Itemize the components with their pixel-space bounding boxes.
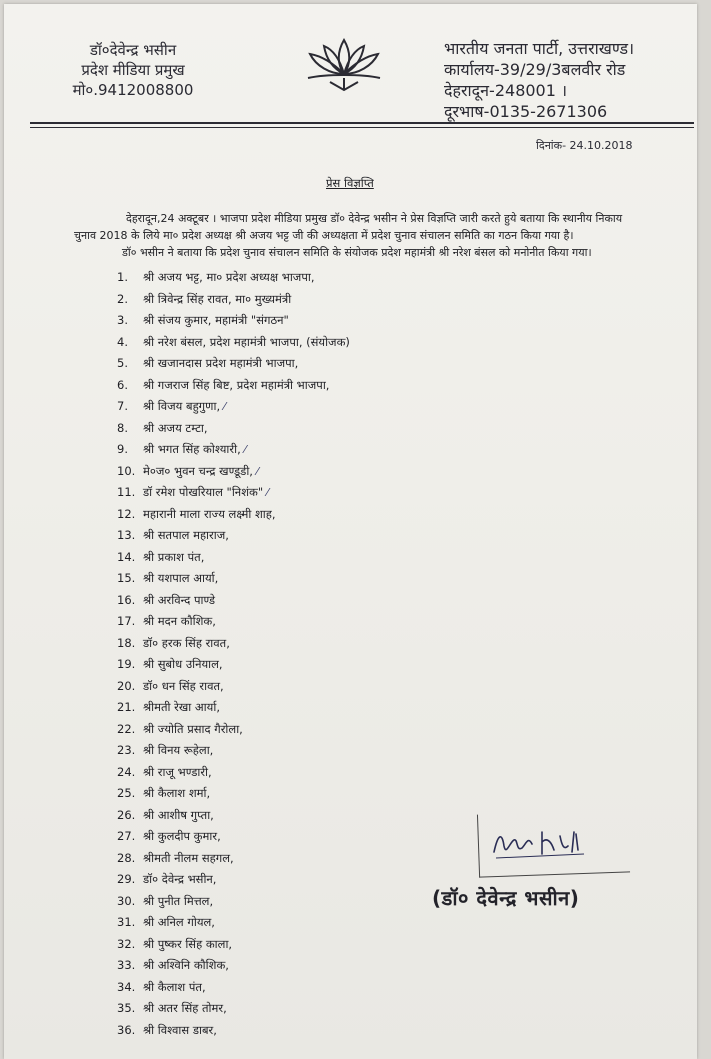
sender-designation: प्रदेश मीडिया प्रमुख: [81, 61, 185, 79]
member-item: [117, 482, 350, 504]
sender-mobile: मो०.9412008800: [72, 81, 194, 99]
member-item: [117, 891, 350, 913]
member-name: श्री सतपाल महाराज,: [143, 528, 229, 542]
member-number: 17.: [117, 614, 136, 628]
member-number: 16.: [117, 592, 136, 607]
member-number: 12.: [117, 506, 136, 521]
member-number: 9.: [117, 442, 128, 456]
member-number: 2.: [117, 291, 128, 306]
member-item: [117, 289, 350, 311]
member-item: [117, 310, 350, 332]
pen-tick-mark: ⁄: [263, 486, 269, 499]
header-divider-thin: [30, 127, 694, 128]
member-number: 13.: [117, 528, 136, 542]
member-name: श्री पुनीत मित्तल,: [143, 893, 214, 908]
member-item: [117, 353, 350, 375]
sender-name: डॉ०देवेन्द्र भसीन: [89, 41, 177, 59]
member-item: [117, 783, 350, 805]
pen-tick-mark: ⁄: [220, 400, 226, 413]
office-address: कार्यालय-39/29/3बलवीर रोड: [444, 60, 626, 79]
member-number: 33.: [117, 958, 136, 972]
body-line: डॉ० भसीन ने बताया कि प्रदेश चुनाव संचालन समिति के संयोजक प्रदेश महामंत्री श्री नरेश बंसल को मनोनीत किया गया।: [122, 246, 592, 259]
member-name: श्री अरविन्द पाण्डे: [143, 592, 216, 607]
member-item: [117, 697, 350, 719]
member-number: 28.: [117, 850, 136, 865]
member-number: 5.: [117, 356, 128, 370]
member-number: 7.: [117, 399, 128, 413]
member-name: श्री संजय कुमार, महामंत्री "संगठन": [143, 313, 289, 327]
member-item: [117, 267, 350, 289]
member-number: 10.: [117, 463, 136, 478]
committee-member-list: [117, 267, 350, 1041]
member-item: [117, 418, 350, 440]
member-name: श्री खजानदास प्रदेश महामंत्री भाजपा,: [143, 356, 299, 370]
pen-tick-mark: ⁄: [240, 443, 247, 456]
member-number: 22.: [117, 721, 136, 736]
member-name: श्री आशीष गुप्ता,: [143, 807, 214, 822]
member-name: श्री नरेश बंसल, प्रदेश महामंत्री भाजपा, (संयोजक): [143, 334, 350, 349]
member-number: 23.: [117, 743, 136, 757]
member-name: श्री गजराज सिंह बिष्ट, प्रदेश महामंत्री भाजपा,: [143, 377, 330, 392]
office-block: [444, 38, 634, 122]
member-name: श्री अजय भट्ट, मा० प्रदेश अध्यक्ष भाजपा,: [143, 270, 315, 284]
member-item: [117, 848, 350, 870]
member-name: डॉ रमेश पोखरियाल "निशंक": [143, 485, 264, 499]
member-number: 18.: [117, 635, 136, 650]
member-number: 27.: [117, 829, 136, 843]
member-name: डॉ० धन सिंह रावत,: [143, 678, 224, 693]
member-number: 19.: [117, 657, 136, 671]
member-name: डॉ० हरक सिंह रावत,: [143, 635, 230, 650]
member-item: [117, 590, 350, 612]
member-number: 6.: [117, 377, 128, 392]
org-name: भारतीय जनता पार्टी, उत्तराखण्ड।: [444, 39, 635, 58]
member-item: [117, 525, 350, 547]
member-name: श्री विजय बहुगुणा,: [143, 399, 221, 413]
member-item: [117, 998, 350, 1020]
member-item: [117, 740, 350, 762]
member-name: श्री मदन कौशिक,: [143, 614, 216, 628]
member-name: श्री विनय रूहेला,: [143, 743, 214, 757]
member-item: [117, 826, 350, 848]
member-item: [117, 934, 350, 956]
member-item: [117, 719, 350, 741]
member-item: [117, 805, 350, 827]
header-divider: [30, 122, 694, 124]
member-item: [117, 1020, 350, 1042]
member-number: 1.: [117, 270, 128, 284]
member-name: श्री त्रिवेन्द्र सिंह रावत, मा० मुख्यमंत्री: [143, 291, 292, 306]
member-number: 32.: [117, 936, 136, 951]
member-item: [117, 869, 350, 891]
member-name: श्री राजू भण्डारी,: [143, 764, 212, 779]
member-name: श्री सुबोध उनियाल,: [143, 657, 223, 671]
body-line: देहरादून,24 अक्टूबर । भाजपा प्रदेश मीडिया प्रमुख डॉ० देवेन्द्र भसीन ने प्रेस विज्ञप्ति जारी करते हुये बताया कि स्थानीय निकाय: [126, 212, 623, 225]
signatory-name: (डॉ० देवेन्द्र भसीन): [432, 886, 580, 910]
member-name: महारानी माला राज्य लक्ष्मी शाह,: [143, 506, 276, 521]
lotus-icon: [300, 34, 388, 96]
member-name: श्री विश्वास डाबर,: [143, 1022, 217, 1037]
member-item: [117, 676, 350, 698]
release-date: दिनांक- 24.10.2018: [536, 139, 633, 152]
pen-tick-mark: ⁄: [252, 464, 259, 478]
member-number: 25.: [117, 786, 136, 800]
member-item: [117, 762, 350, 784]
member-item: [117, 504, 350, 526]
member-name: श्री अनिल गोयल,: [143, 915, 215, 929]
member-number: 29.: [117, 872, 136, 886]
member-item: [117, 396, 350, 418]
member-number: 30.: [117, 893, 136, 908]
member-item: [117, 568, 350, 590]
member-number: 8.: [117, 420, 128, 435]
body-paragraph: [74, 210, 674, 261]
member-item: [117, 955, 350, 977]
member-item: [117, 375, 350, 397]
member-name: श्री ज्योति प्रसाद गैरोला,: [143, 721, 243, 736]
member-number: 26.: [117, 807, 136, 822]
member-item: [117, 439, 350, 461]
member-number: 21.: [117, 700, 136, 714]
member-number: 11.: [117, 485, 136, 499]
member-number: 4.: [117, 334, 128, 349]
member-name: श्री अतर सिंह तोमर,: [143, 1001, 227, 1015]
member-name: डॉ० देवेन्द्र भसीन,: [143, 872, 217, 886]
office-city: देहरादून-248001 ।: [444, 81, 568, 100]
member-name: श्री पुष्कर सिंह काला,: [143, 936, 233, 951]
member-number: 20.: [117, 678, 136, 693]
member-name: श्री यशपाल आर्या,: [143, 571, 219, 585]
member-item: [117, 977, 350, 999]
member-item: [117, 547, 350, 569]
member-name: श्री अश्विनि कौशिक,: [143, 958, 229, 972]
member-number: 3.: [117, 313, 128, 327]
member-number: 31.: [117, 915, 136, 929]
member-name: श्री भगत सिंह कोश्यारी,: [143, 442, 241, 456]
press-release-page: [4, 4, 697, 1059]
member-item: [117, 332, 350, 354]
body-line: चुनाव 2018 के लिये मा० प्रदेश अध्यक्ष श्री अजय भट्ट जी की अध्यक्षता में प्रदेश चुनाव संचालन समिति का गठन किया गया है।: [74, 229, 574, 242]
member-name: श्री कैलाश पंत,: [143, 979, 206, 994]
member-number: 15.: [117, 571, 136, 585]
member-name: श्री अजय टम्टा,: [143, 420, 208, 435]
member-number: 14.: [117, 549, 136, 564]
member-number: 36.: [117, 1022, 136, 1037]
member-number: 34.: [117, 979, 136, 994]
office-phone: दूरभाष-0135-2671306: [444, 102, 608, 121]
member-name: श्री कुलदीप कुमार,: [143, 829, 221, 843]
member-name: श्री प्रकाश पंत,: [143, 549, 205, 564]
member-number: 24.: [117, 764, 136, 779]
document-title: प्रेस विज्ञप्ति: [326, 176, 374, 190]
sender-block: [48, 40, 218, 100]
member-item: [117, 611, 350, 633]
member-item: [117, 633, 350, 655]
member-item: [117, 654, 350, 676]
member-number: 35.: [117, 1001, 136, 1015]
handwritten-signature: [488, 822, 588, 862]
member-item: [117, 912, 350, 934]
member-name: श्रीमती नीलम सहगल,: [143, 850, 234, 865]
member-name: मे०ज० भुवन चन्द्र खण्डूडी,: [143, 463, 253, 478]
member-name: श्रीमती रेखा आर्या,: [143, 700, 220, 714]
member-item: [117, 461, 350, 483]
member-name: श्री कैलाश शर्मा,: [143, 786, 211, 800]
